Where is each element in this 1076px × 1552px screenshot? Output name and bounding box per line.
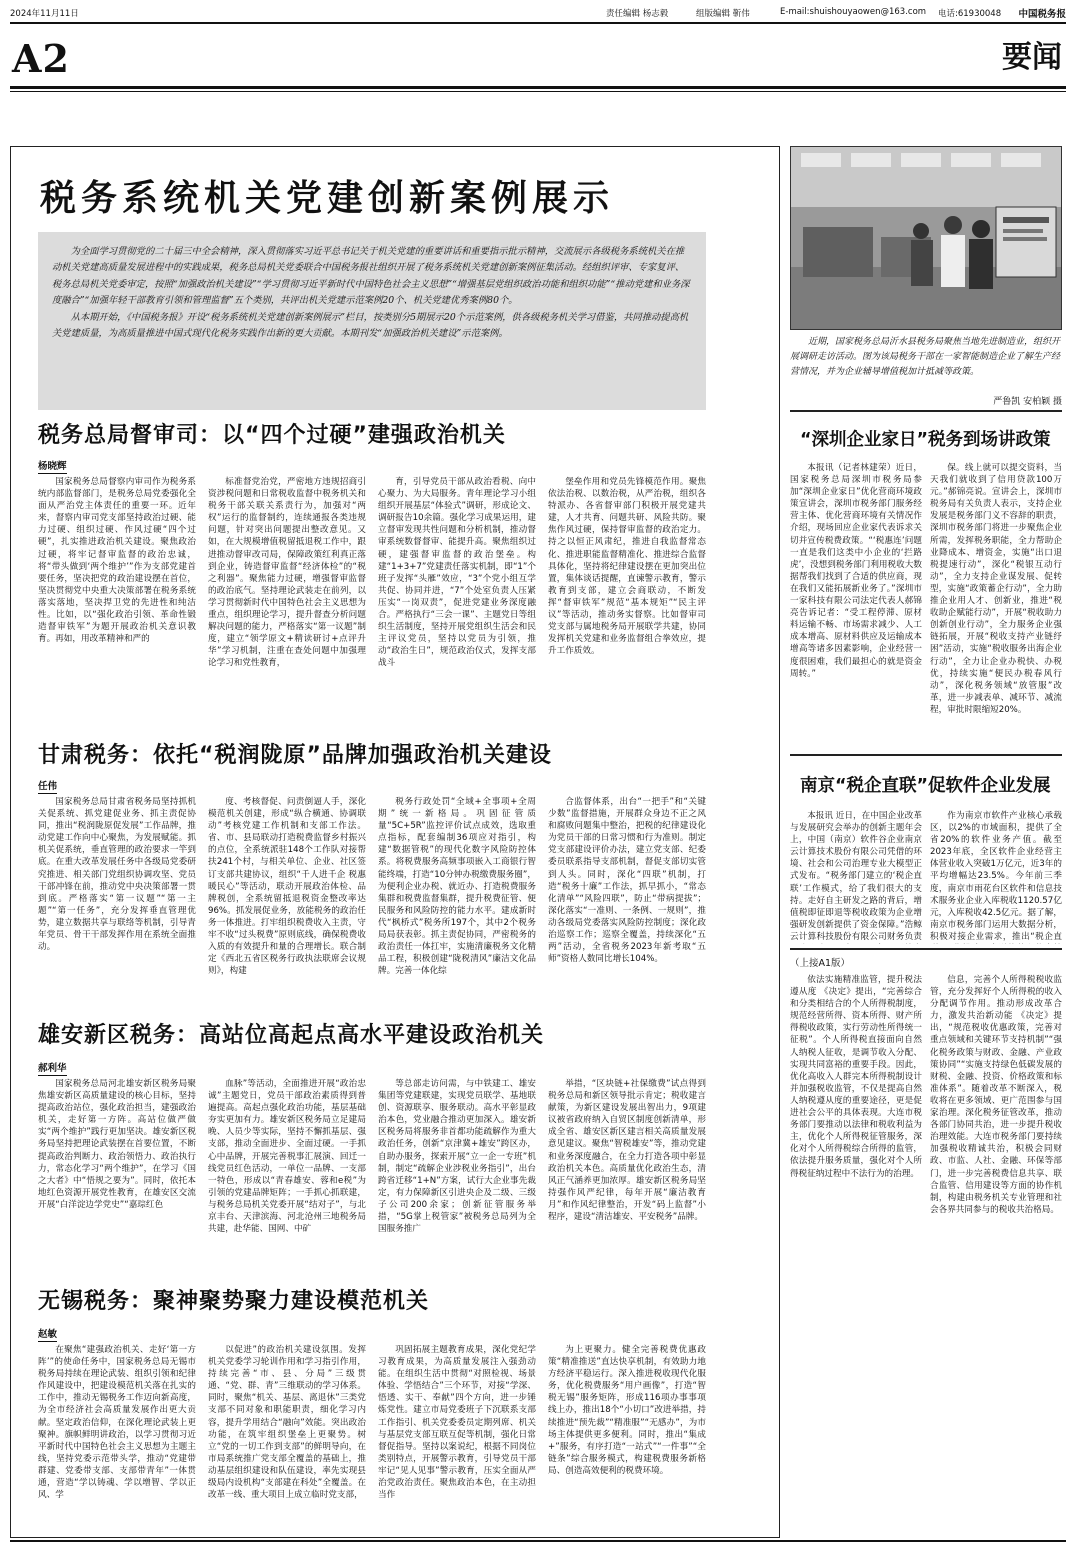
article-column: 堡垒作用和党员先锋模范作用。聚焦依法治税、以数治税，从严治税，组织各特派办、各省督审部门积极开展党建共建，人才共育、问题共研、风险共防。聚焦作风过硬，保持督审监督的政治定力。持之以恒正风肃纪，推进自我监督常态化、推进职能监督精准化、推进综合监督具体化，坚持将纪律建设摆在更加突出位置，集体谈话提醒，直谏警示教育，警示教育到支部，建立会商联动，不断发挥“督审铁军”规范“基本规矩”“民主评议”等活动，推动务实督察。比如督审司党支部与属地税务局开展联学共建，协同发挥机关党建和业务监督组合拳效应，提升工作质效。 bbox=[548, 477, 706, 657]
paper-name: 中国税务报 bbox=[1018, 9, 1066, 20]
side-divider bbox=[790, 410, 1062, 412]
photo-credit: 严鲁凯 安柏颖 摄 bbox=[993, 397, 1062, 407]
article-column: 举措，“区块链+社保缴费”试点得到税务总局和新区领导批示肯定；税收建言献策，为新区建设发展出智出力，9项建议被省政府纳入自贸区制度创新清单，形成全省、雄安区新区建言相关高质量发展意见建议。聚焦“智税雄安”等，推动党建和业务深度融合，在全力打造各项中彰显政治机关本色。高质量优化政治生态，清风正气涵养更加浓厚。雄安新区税务局坚持强作风严纪律，每年开展“廉洁教育月”和作风纪律整治，开发“码上监督”小程序，建设“清洁雄安、平安税务”品牌。 bbox=[548, 1079, 706, 1223]
top-rule bbox=[10, 22, 1066, 24]
article-body bbox=[38, 796, 706, 996]
article-column: 税务行政处罚“全域+全事项+全周期”统一新格局。巩固征管质量“5C+5R”监控评价试点成效，选取重点指标，配套编制36项应对指引，构建“数据管税”的现代化数字风险防控体系。将税费服务高频事项嵌入工商银行智能终端，打造“10分钟办税缴费服务圈”，为便利企业办税、就近办、打造税费服务集群和税费监督集群，提升税费征管、便民服务和风险防控的能力水平。建成新时代“枫桥式”税务所197个，其中2个税务局局获表彰。抓主责促协同，严密税务的政治责任一体扛牢，实施清廉税务文化精品工程，积极创建“陇税清风”廉洁文化品牌。完善一体化综 bbox=[378, 797, 536, 977]
article-title: 雄安新区税务：高站位高起点高水平建设政治机关 bbox=[38, 1023, 545, 1048]
article-byline: 郝利华 bbox=[38, 1060, 67, 1076]
side-article-title: 南京“税企直联”促软件企业发展 bbox=[800, 776, 1051, 796]
feature-intro bbox=[38, 232, 706, 410]
continuation-body bbox=[790, 974, 1062, 1534]
article-byline: 杨晓辉 bbox=[38, 458, 67, 474]
article-column: 在聚焦“建强政治机关、走好‘第一方阵’”的使命任务中，国家税务总局无锡市税务局持续在理论武装、组织引领和纪律作风建设中，把建设模范机关落在扎实的工作中，推动无锡税务工作迈向新高度，为全市经济社会高质量发展作出更大贡献。坚定政治信仰，在深化理论武装上更聚神。旗帜鲜明讲政治，以学习贯彻习近平新时代中国特色社会主义思想为主题主线，坚持党委示范带头学，推动“党建带群建、党委带支部、支部带青年”一体贯通，营造“学以铸魂、学以增智、学以正风、学 bbox=[38, 1345, 196, 1501]
article-title: 甘肃税务：依托“税润陇原”品牌加强政治机关建设 bbox=[38, 743, 552, 768]
article-column: 度、考核督促、问责倒逼人手，深化模范机关创建，形成“纵合横通、协调联动”考核党建工作机制和支部工作法。省、市、县局联动打造税费监督乡村振兴的点位，全系统派驻148个工作队对接帮扶241个村，与相关单位、企业、社区签订支部共建协议，组织“千人进千企 税惠暖民心”等活动，联动开展政治体检、品牌税创，全系统留抵退税资金整改率达96%。抓发展促业务，放能税务的政治任务一体推进。打牢组织税费收入主责，守牢不收“过头税费”原则底线，确保税费收入质的有效提升和量的合理增长。联合制定《西北五省区税务行政执法联席会议规则》，构建 bbox=[208, 797, 366, 977]
article-column: 依法实施精准监管，提升税法遵从度 《决定》提出，“完善综合和分类相结合的个人所得税制度，规范经营所得、资本所得、财产所得税收政策，实行劳动性所得统一征税”。个人所得税直接面向自然人纳税人征收，是调节收入分配、实现共同富裕的重要手段。因此，优化高收入人群完本所得税制设计并加强税收监管，不仅是提高自然人纳税遵从度的重要途径，更是促进社会公平的具体表现。大连市税务部门要推动以法律和税收利益为主，优化个人所得税征管服务，深化对个人所得税综合所得的监管，依法提升服务质量，强化对个人所得税征纳过程中不法行为的治理。 bbox=[790, 975, 922, 1179]
article-column: 以促进”的政治机关建设氛围。发挥机关党委学习轮训作用和学习指引作用，持续完善“市、县、分局”三级贯通、“党、群、青”三维联动的学习体系。同时，聚焦“机关、基层、离退休”三类党支部不同对象和职能职责，细化学习内容，提升学用结合“融向”效能。突出政治功能，在筑牢组织堡垒上更聚势。树立“党的一切工作到支部”的鲜明导向，在市局系统推广党支部全覆盖的基础上，推动基层组织建设和队伍建设，率先实现县级局内设机构“支部建在科处”全覆盖。在改革一线、重大项目上成立临时党支部， bbox=[208, 1345, 366, 1501]
article-byline: 赵敏 bbox=[38, 1326, 57, 1342]
side-divider bbox=[790, 754, 1062, 756]
article-column: 等总部走访问需，与中铁建工、雄安集团等党建联建，实现党员联学、基地联创、资源联享、服务联动。高水平彰显政治本色，党业融合推动更加深入。雄安新区税务局将服务非首都功能疏解作为重大政治任务，创新“京津冀+雄安”跨区办，自助办服务，探索开展“立一企一专班”机制，制定“疏解企业涉税业务指引”，出台跨省迁移“1+N”方案，试行大企业事先裁定，有力保障新区引进央企及二级、三级子公司200余家；创新征管服务举措，“5G掌上税管家”被税务总局列为全国服务推广 bbox=[378, 1079, 536, 1235]
article-column: 巩固拓展主题教育成果，深化党纪学习教育成果，为高质量发展注入强劲动能。在组织生活中贯彻“对照检视、场景体验、学悟结合”三个环节，对接“学深、悟透、实干、奉献”四个方向，进一步锤炼党性。建立市局党委班子下沉联系支部工作指引、机关党委委员定期列席、机关与基层党支部互联互促等机制，强化日常督促指导。坚持以案说纪，根据不同岗位类别特点，开展警示教育，引导党员干部牢记“见人见事”警示教育，压实全面从严治党政治责任。聚焦政治本色，在主动担当作 bbox=[378, 1345, 536, 1501]
header-rule-thin bbox=[10, 91, 1066, 92]
header-rule bbox=[10, 86, 1066, 89]
article-column: 合监督体系，出台“一把手”和“关键少数”监督措施，开展群众身边不正之风和腐败问题集中整治，把税的纪律建设化为党员干部的日常习惯和行为准则。制定党支部建设评价办法，建立党支部、纪委委员联系指导支部机制，督促支部切实管到人头。同时，深化“四联”机制，打造“税务十廉”工作法，抓早抓小，“常态化清单”“风险四联”，防止“带病提拔”；深化落实“一准则、一条例、一规则”，推动各级局党委落实风险防控制度；深化政治巡察工作；巡察全覆盖，持续深化“五两”活动，全省税务2023年新考取“五师”资格人数同比增长104%。 bbox=[548, 797, 706, 965]
contact-email[interactable]: E-mail:shuishouyaowen@163.com bbox=[780, 7, 927, 17]
article-column: 本报讯（记者林建荣）近日，国家税务总局深圳市税务局参加“深圳企业家日”优化营商环境政策宣讲会，深圳市税务部门服务经营主体、优化营商环境有关情况作介绍，现场回应企业家代表诉求关切并宣传税费政策。“‘税惠连’问题一直是我们这类中小企业的‘拦路虎’，没想到税务部门利用税收大数据帮我们找到了合适的供应商，现在我们又能拓展新业务了。”深圳市一家科技有限公司法定代表人郝锦亮告诉记者：“受工程停滞、原材料运输不畅、市场需求减少、人工成本增高、原材料供应及运输成本增高等诸多因素影响，企业经营一度很困难，我们最担心的就是资金周转。” bbox=[790, 463, 922, 679]
side-divider bbox=[790, 948, 1062, 950]
side-article-body bbox=[790, 810, 1062, 944]
continuation-label: （上接A1版） bbox=[790, 958, 851, 969]
article-column: 信息，完善个人所得税税收监管，充分发挥好个人所得税的收入分配调节作用。推动形成改革合力，激发共治新动能 《决定》提出，“规范税收优惠政策，完善对重点领域和关键环节支持机制”“强化税务政策与财政、金融、产业政策协同”“实施支持绿色低碳发展的财税、金融、投资、价格政策和标准体系”。随着改革不断深入，税收将在更多领域、更广范围参与国家治理。深化税务征管改革，推动各部门协同共治，进一步提升税收治理效能。大连市税务部门要持续加强税收精诚共治，积极会同财政、市监、人社、金融、环保等部门，进一步完善税费信息共享、联合监管、信用建设等方面的协作机制，构建由税务机关专业管理和社会各界共同参与的税收共治格局。 bbox=[930, 975, 1062, 1215]
side-article-body bbox=[790, 462, 1062, 748]
article-title: 无锡税务：聚神聚势聚力建设模范机关 bbox=[38, 1289, 430, 1314]
article-column: 保。线上就可以提交资料，当天我们就收到了信用贷款100万元。”郝锦亮说。宣讲会上，深圳市税务局有关负责人表示，支持企业发展是税务部门义不容辞的职责，深圳市税务部门将进一步聚焦企业所需，发挥税务职能，全力帮助企业降成本、增资金，实施“出口退税提速行动”，深化“税银互动行动”，全力支持企业谋发展、促转型，实施“政策蓄企行动”，全力助推企业用人才、创新业，推进“税收助企赋能行动”，开展“税收助力创新创业行动”，全力服务企业强链拓展，开展“税收支持产业链纾困”活动，实施“税收服务出海企业行动”，全力让企业办税快、办税优，持续实施“便民办税春风行动”，深化税务领域“放管服”改革，进一步减表单、减环节、减流程，审批时限缩短20%。 bbox=[930, 463, 1062, 715]
article-title: 税务总局督审司：以“四个过硬”建强政治机关 bbox=[38, 423, 506, 448]
issue-date: 2024年11月11日 bbox=[10, 9, 79, 19]
article-column: 本报讯 近日，在中国企业改革与发展研究会举办的创新主题年会上，中国（南京）软件谷企业南京云计算技术股份有限公司凭借的环境、社会和公司治理专业大模型正式发布。“税务部门建立的‘税企直联’工作模式，给了我们很大的支持。走好自主研发之路的背后，增值税即征即退等税收政策为企业增强研发创新提供了资金保障。”浩鲸云计算科技股份有限公司财务负责 bbox=[790, 811, 922, 942]
article-column: 国家税务总局督察内审司作为税务系统内部监督部门，是税务总局党委强化全面从严治党主体责任的重要一环。近年来，督察内审司党支部坚持政治过硬、能力过硬、组织过硬、作风过硬“四个过硬”，扎实推进政治机关建设。聚焦政治过硬，将牢记督审监督的政治忠诚，将“带头做到‘两个维护’”作为支部党建首要任务，坚决把党的政治建设摆在首位，坚决贯彻党中央重大决策部署在税务系统落实落地，坚决捍卫党的先进性和纯洁性。比如，以“强化政治引领、革命性锻造督审铁军”为题开展政治机关意识教育。再如，用改革精神和严的 bbox=[38, 477, 196, 645]
factory-visit-illustration bbox=[791, 147, 1062, 330]
designer-credit: 组版编辑 靳伟 bbox=[696, 9, 750, 19]
article-column: 为上更聚力。健全完善税费优惠政策“精准推送”直达快享机制，有效助力地方经济平稳运行。深入推进税收现代化服务，优化税费服务“用户画像”，打造“智税无锡”服务矩阵，形成116项办事事项线上办，推出18个“小切口”改进举措，持续推进“预先裁”“精准服”“无感办”，为市场主体提供更多便利。同时，推出“集成+”服务，有序打造“一站式”“一件事”“全链条”综合服务模式，构建税费服务新格局、创造高效便利的税费环境。 bbox=[548, 1345, 706, 1476]
section-title: 要闻 bbox=[1002, 40, 1062, 75]
intro-paragraph: 为全面学习贯彻党的二十届三中全会精神，深入贯彻落实习近平总书记关于机关党建的重要讲话和重要指示批示精神，交流展示各级税务系统机关在推动机关党建高质量发展进程中的实践成果，税务总局机关党委联合中国税务报社组织开展了税务系统机关党建创新案例征集活动。经组织评审、专家复评、税务总局机关党委审定，按照“加强政治机关建设”“学习贯彻习近平新时代中国特色社会主义思想”“增强基层党组织政治功能和组织功能”“推动党建和业务深度融合”“加强年轻干部教育引领和管理监督”五个类别，共评出机关党建示范案例20个、机关党建优秀案例80个。 bbox=[52, 246, 690, 307]
news-photo bbox=[790, 146, 1062, 330]
editor-credit: 责任编辑 杨志毅 bbox=[606, 9, 669, 19]
article-body bbox=[38, 1344, 706, 1530]
article-column: 血脉”等活动，全面推进开展“政治忠诚”主题党日，党员干部政治素质得到普遍提高。高起点强化政治功能，基层基础夯实更加有力。雄安新区税务局立足建局晚、人员少等实际，坚持不懈抓基层、强支部，推动全面进步、全面过硬。一手抓心中品牌，开展完善税事汇展演、回迁一线党员红色活动，一单位一品牌、一支部一特色，形成以“青春雄安、蓉和e税”为引领的党建品牌矩阵；一手抓心抓联建，与税务总局机关党委开展“结对子”，与北京丰台、天津滨海、河北沧州三地税务局共建，赴华能、国网、中矿 bbox=[208, 1079, 366, 1235]
article-body bbox=[38, 476, 706, 726]
article-column: 作为南京市软件产业核心承载区，以2%的市域面积，提供了全省20%的软件业务产值。截至2023年底，全区软件企业经营主体营业收入突破1万亿元，近3年的平均增幅达23.5%。今年前三季度，南京市雨花台区软件和信息技术服务业企业入库税收1120.57亿元，入库税收42.5亿元。据了解，南京市税务部门运用大数据分析，积极对接企业需求，推出“税企直 bbox=[930, 811, 1062, 942]
masthead-bar bbox=[10, 4, 1066, 22]
article-column: 标准督党治党，严密地方违规招商引资涉税问题和日常税收监督中税务机关和税务干部关联关系责行为，加强对“两权”运行的监督制约，连续通报各类违规问题，针对突出问题提出整改意见。又如，在大规模增值税留抵退税工作中，跟进推动督审改司局，保障政策红利真正落到企业，铸造督审监督“经济体检”的“税之利器”。聚焦能力过硬，增强督审监督的政治底气。坚持理论武装走在前列，以学习贯彻新时代中国特色社会主义思想为重点，组织理论学习，提升督查分析问题解决问题的能力，严格落实“第一议题”制度，建立“领学原文+精读研讨+点评升华”学习机制，注重在查处问题中加强理论学习和党性教育， bbox=[208, 477, 366, 669]
intro-paragraph: 从本期开始，《中国税务报》开设“税务系统机关党建创新案例展示”栏目，按类别分5期展示20个示范案例，供各级税务机关学习借鉴，共同推动提高机关党建质量，为高质量推进中国式现代化税务实践作出新的更大贡献。本期刊发“加强政治机关建设”示范案例。 bbox=[52, 311, 689, 340]
footer-rule bbox=[10, 1540, 1066, 1542]
feature-title: 税务系统机关党建创新案例展示 bbox=[40, 177, 615, 219]
article-byline: 任伟 bbox=[38, 778, 57, 794]
article-column: 国家税务总局甘肃省税务局坚持抓机关促系统、抓党建促业务、抓主责促协同，推出“税润陇原促发展”工作品牌，推动党建工作向中心聚焦，为发展赋能。抓机关促系统，垂直管理的政治要求一竿到底。在重大改革发展任务中各级局党委研究推进、相关部门党组织协调攻坚、党员干部冲锋在前，推动党中央决策部署一贯到底。严格落实“第一议题”“第一主题”“第一任务”，充分发挥垂直管理优势，建立数据共享与联络等机制，引导青年党员、骨干干部发挥作用在系统全面推动。 bbox=[38, 797, 196, 953]
contact-phone: 电话:61930048 bbox=[938, 9, 1002, 19]
article-column: 育，引导党员干部从政治看税、向中心聚力、为大局服务。青年理论学习小组组织开展基层“体验式”调研，形成论文、调研报告10余篇。强化学习成果运用，建立督审发现共性问题和分析机制，推动督审系统数督督审、能提升高。聚焦组织过硬，建强督审监督的政治堡垒。构建“1+3+7”党建责任落实机制，即“1”个班子发挥“头雁”效应，“3”个党小组互学共促、协同并进，“7”个处室负责人压紧压实“一岗双责”，促进党建业务深度融合。严格执行“三会一课”、主题党日等组织生活制度，坚持开展党组织生活会和民主评议党员，坚持以党员为引领，推动“政治生日”，规范政治仪式，发挥支部战斗 bbox=[378, 477, 536, 669]
article-column: 国家税务总局河北雄安新区税务局聚焦雄安新区高质量建设的核心目标，坚持提高政治站位，强化政治担当，建强政治机关，走好第一方阵。高站位做严做实“两个维护”践行更加坚决。雄安新区税务局坚持把理论武装摆在首要位置，不断提高政治判断力、政治领悟力、政治执行力，常态化学习“两个维护”，在学习《国之大者》中“悟规之要为”。同时，依托本地红色资源开展党性教育，在雄安区交流开展“白洋淀边学党史”“嘉琮红色 bbox=[38, 1079, 196, 1210]
side-article-title: “深圳企业家日”税务到场讲政策 bbox=[800, 430, 1051, 450]
page-number: A2 bbox=[12, 36, 70, 81]
photo-caption: 近期，国家税务总局沂水县税务局聚焦当地先进制造业，组织开展调研走访活动。图为该局税务干部在一家智能制造企业了解生产经营情况，并为企业辅导增值税加计抵减等政策。 bbox=[790, 337, 1061, 377]
article-body bbox=[38, 1078, 706, 1268]
